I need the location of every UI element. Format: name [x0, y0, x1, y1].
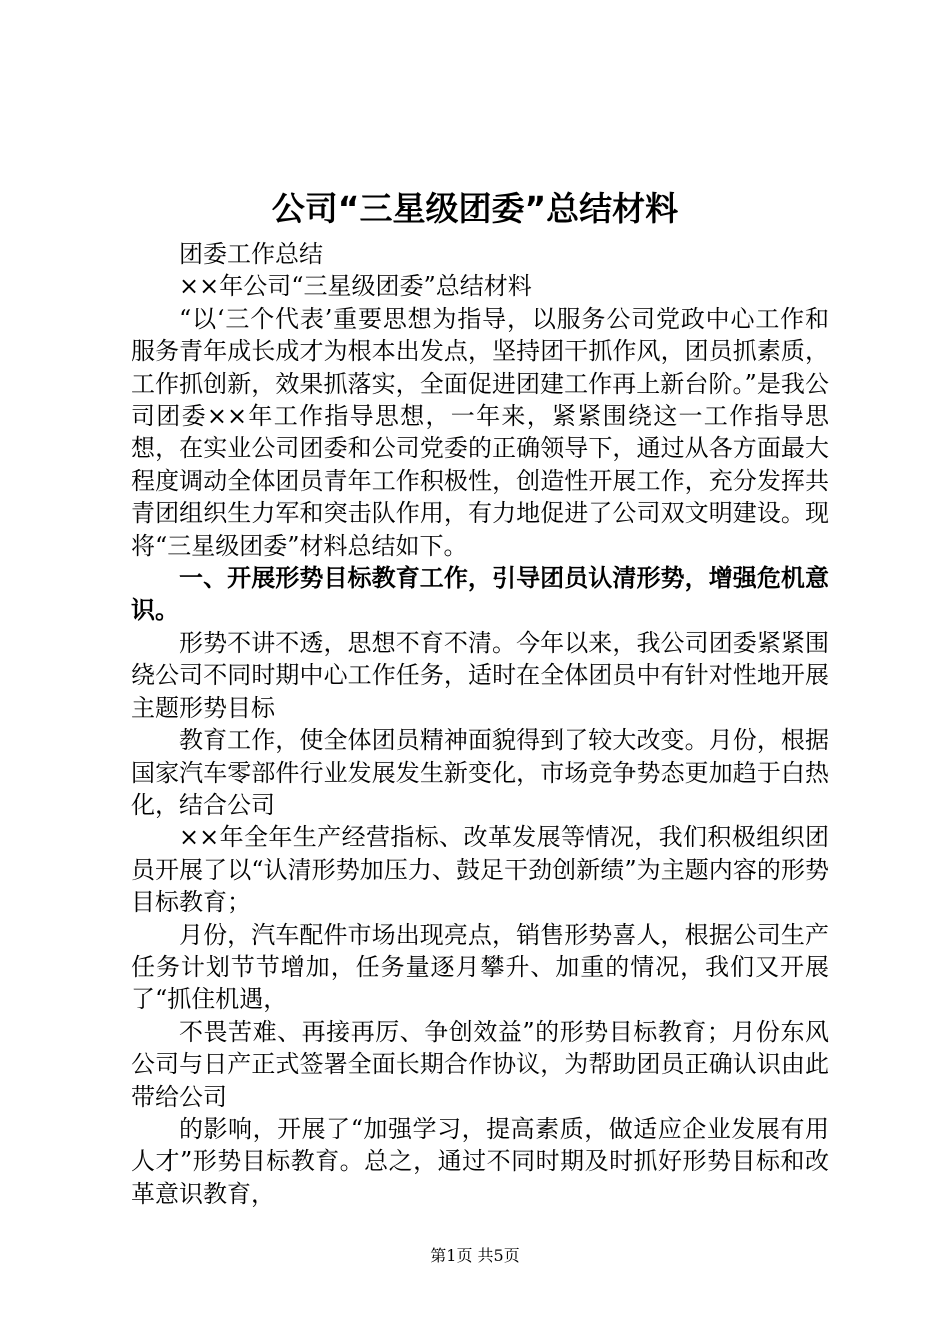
paragraph: 月份，汽车配件市场出现亮点，销售形势喜人，根据公司生产任务计划节节增加，任务量逐月攀升、加重的情况，我们又开展了“抓住机遇，	[131, 920, 829, 1014]
paragraph: 形势不讲不透，思想不育不清。今年以来，我公司团委紧紧围绕公司不同时期中心工作任务，适时在全体团员中有针对性地开展主题形势目标	[131, 628, 829, 722]
paragraph: 教育工作，使全体团员精神面貌得到了较大改变。月份，根据国家汽车零部件行业发展发生新变化，市场竞争势态更加趋于白热化，结合公司	[131, 726, 829, 819]
page-number-footer: 第1页 共5页	[430, 1246, 520, 1265]
document-body	[131, 238, 829, 1210]
paragraph: ××年公司“三星级团委”总结材料	[179, 272, 532, 301]
section-heading: 一、开展形势目标教育工作，引导团员认清形势，增强危机意识。	[131, 564, 829, 625]
paragraph: 不畏苦难、再接再厉、争创效益”的形势目标教育；月份东风公司与日产正式签署全面长期合作协议，为帮助团员正确认识由此带给公司	[131, 1017, 829, 1111]
paragraph: 的影响，开展了“加强学习，提高素质，做适应企业发展有用人才”形势目标教育。总之，通过不同时期及时抓好形势目标和改革意识教育，	[131, 1114, 829, 1208]
paragraph: 团委工作总结	[179, 240, 323, 268]
document-title: 公司“三星级团委”总结材料	[271, 189, 679, 228]
paragraph: ××年全年生产经营指标、改革发展等情况，我们积极组织团员开展了以“认清形势加压力、鼓足干劲创新绩”为主题内容的形势目标教育；	[131, 823, 829, 917]
paragraph: “以‘三个代表’重要思想为指导，以服务公司党政中心工作和服务青年成长成才为根本出发点，坚持团干抓作风，团员抓素质，工作抓创新，效果抓落实，全面促进团建工作再上新台阶。”是我公司团委××年工作指导思想，一年来，紧紧围绕这一工作指导思想，在实业公司团委和公司党委的正确领导下，通过从各方面最大程度调动全体团员青年工作积极性，创造性开展工作，充分发挥共青团组织生力军和突击队作用，有力地促进了公司双文明建设。现将“三星级团委”材料总结如下。	[131, 304, 829, 560]
